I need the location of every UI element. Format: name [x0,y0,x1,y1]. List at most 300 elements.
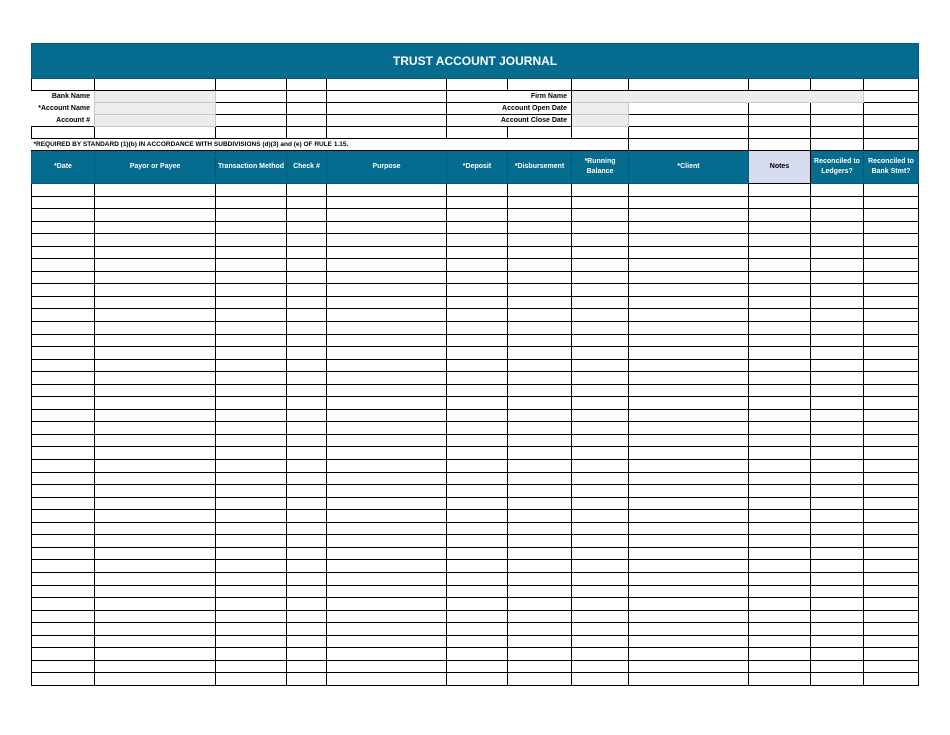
entry-cell[interactable] [811,497,864,510]
entry-cell[interactable] [864,522,919,535]
entry-cell[interactable] [864,547,919,560]
entry-cell[interactable] [287,397,327,410]
entry-cell[interactable] [749,322,811,335]
entry-cell[interactable] [864,334,919,347]
entry-cell[interactable] [95,497,216,510]
entry-cell[interactable] [572,296,629,309]
entry-cell[interactable] [95,221,216,234]
entry-cell[interactable] [811,535,864,548]
entry-cell[interactable] [287,535,327,548]
entry-cell[interactable] [572,372,629,385]
entry-cell[interactable] [447,648,508,661]
entry-cell[interactable] [629,384,749,397]
entry-cell[interactable] [572,447,629,460]
entry-cell[interactable] [749,585,811,598]
entry-cell[interactable] [95,472,216,485]
entry-cell[interactable] [629,409,749,422]
entry-cell[interactable] [749,234,811,247]
entry-cell[interactable] [572,334,629,347]
entry-cell[interactable] [216,472,287,485]
entry-cell[interactable] [811,234,864,247]
entry-cell[interactable] [216,460,287,473]
entry-cell[interactable] [629,522,749,535]
entry-cell[interactable] [629,673,749,686]
entry-cell[interactable] [95,234,216,247]
entry-cell[interactable] [327,497,447,510]
entry-cell[interactable] [447,472,508,485]
entry-cell[interactable] [32,660,95,673]
entry-cell[interactable] [572,384,629,397]
entry-cell[interactable] [749,660,811,673]
entry-cell[interactable] [572,648,629,661]
entry-cell[interactable] [864,598,919,611]
entry-cell[interactable] [216,309,287,322]
entry-cell[interactable] [508,572,572,585]
entry-cell[interactable] [508,560,572,573]
entry-cell[interactable] [287,610,327,623]
entry-cell[interactable] [32,422,95,435]
entry-cell[interactable] [629,422,749,435]
entry-cell[interactable] [216,485,287,498]
entry-cell[interactable] [811,635,864,648]
entry-cell[interactable] [216,221,287,234]
entry-cell[interactable] [811,209,864,222]
entry-cell[interactable] [749,359,811,372]
entry-cell[interactable] [32,535,95,548]
entry-cell[interactable] [287,409,327,422]
entry-cell[interactable] [864,271,919,284]
entry-cell[interactable] [216,196,287,209]
entry-cell[interactable] [32,497,95,510]
entry-cell[interactable] [864,497,919,510]
entry-cell[interactable] [811,221,864,234]
entry-cell[interactable] [572,271,629,284]
entry-cell[interactable] [749,309,811,322]
entry-cell[interactable] [629,460,749,473]
entry-cell[interactable] [572,246,629,259]
entry-cell[interactable] [629,284,749,297]
entry-cell[interactable] [572,635,629,648]
entry-cell[interactable] [216,610,287,623]
entry-cell[interactable] [864,472,919,485]
entry-cell[interactable] [216,184,287,197]
entry-cell[interactable] [32,510,95,523]
entry-cell[interactable] [811,372,864,385]
entry-cell[interactable] [811,384,864,397]
entry-cell[interactable] [749,209,811,222]
entry-cell[interactable] [447,259,508,272]
entry-cell[interactable] [327,648,447,661]
entry-cell[interactable] [508,535,572,548]
entry-cell[interactable] [864,460,919,473]
entry-cell[interactable] [864,184,919,197]
entry-cell[interactable] [327,209,447,222]
entry-cell[interactable] [327,560,447,573]
entry-cell[interactable] [864,234,919,247]
entry-cell[interactable] [629,334,749,347]
entry-cell[interactable] [508,234,572,247]
entry-cell[interactable] [629,635,749,648]
entry-cell[interactable] [811,547,864,560]
entry-cell[interactable] [327,384,447,397]
entry-cell[interactable] [749,598,811,611]
entry-cell[interactable] [287,309,327,322]
entry-cell[interactable] [32,246,95,259]
entry-cell[interactable] [95,623,216,636]
entry-cell[interactable] [327,673,447,686]
entry-cell[interactable] [216,347,287,360]
entry-cell[interactable] [811,447,864,460]
entry-cell[interactable] [629,347,749,360]
entry-cell[interactable] [749,535,811,548]
entry-cell[interactable] [864,660,919,673]
entry-cell[interactable] [749,384,811,397]
entry-cell[interactable] [749,422,811,435]
entry-cell[interactable] [572,472,629,485]
entry-cell[interactable] [287,648,327,661]
entry-cell[interactable] [95,648,216,661]
entry-cell[interactable] [216,585,287,598]
entry-cell[interactable] [864,409,919,422]
entry-cell[interactable] [864,585,919,598]
entry-cell[interactable] [95,585,216,598]
entry-cell[interactable] [327,623,447,636]
entry-cell[interactable] [629,296,749,309]
entry-cell[interactable] [508,384,572,397]
entry-cell[interactable] [629,547,749,560]
entry-cell[interactable] [811,673,864,686]
entry-cell[interactable] [216,572,287,585]
entry-cell[interactable] [95,434,216,447]
entry-cell[interactable] [508,184,572,197]
entry-cell[interactable] [629,246,749,259]
entry-cell[interactable] [572,673,629,686]
entry-cell[interactable] [95,184,216,197]
entry-cell[interactable] [327,472,447,485]
entry-cell[interactable] [811,560,864,573]
entry-cell[interactable] [216,522,287,535]
entry-cell[interactable] [864,560,919,573]
entry-cell[interactable] [572,460,629,473]
entry-cell[interactable] [508,485,572,498]
entry-cell[interactable] [216,547,287,560]
entry-cell[interactable] [447,296,508,309]
entry-cell[interactable] [95,635,216,648]
entry-cell[interactable] [572,347,629,360]
entry-cell[interactable] [572,221,629,234]
entry-cell[interactable] [811,271,864,284]
entry-cell[interactable] [749,296,811,309]
entry-cell[interactable] [749,397,811,410]
entry-cell[interactable] [572,284,629,297]
entry-cell[interactable] [749,547,811,560]
entry-cell[interactable] [95,673,216,686]
entry-cell[interactable] [447,485,508,498]
entry-cell[interactable] [327,246,447,259]
entry-cell[interactable] [811,522,864,535]
entry-cell[interactable] [508,447,572,460]
entry-cell[interactable] [749,259,811,272]
entry-cell[interactable] [32,598,95,611]
entry-cell[interactable] [216,271,287,284]
entry-cell[interactable] [287,660,327,673]
entry-cell[interactable] [32,271,95,284]
entry-cell[interactable] [32,522,95,535]
entry-cell[interactable] [749,271,811,284]
entry-cell[interactable] [287,522,327,535]
entry-cell[interactable] [572,585,629,598]
entry-cell[interactable] [508,472,572,485]
close-date-field[interactable] [572,115,629,127]
entry-cell[interactable] [216,246,287,259]
entry-cell[interactable] [572,309,629,322]
entry-cell[interactable] [572,660,629,673]
entry-cell[interactable] [327,522,447,535]
entry-cell[interactable] [508,547,572,560]
entry-cell[interactable] [508,623,572,636]
entry-cell[interactable] [95,660,216,673]
entry-cell[interactable] [572,434,629,447]
entry-cell[interactable] [327,259,447,272]
entry-cell[interactable] [749,673,811,686]
entry-cell[interactable] [629,322,749,335]
entry-cell[interactable] [811,434,864,447]
entry-cell[interactable] [287,497,327,510]
entry-cell[interactable] [287,334,327,347]
entry-cell[interactable] [508,309,572,322]
entry-cell[interactable] [32,322,95,335]
entry-cell[interactable] [749,497,811,510]
entry-cell[interactable] [572,196,629,209]
entry-cell[interactable] [447,184,508,197]
entry-cell[interactable] [572,522,629,535]
entry-cell[interactable] [327,572,447,585]
entry-cell[interactable] [629,485,749,498]
entry-cell[interactable] [327,447,447,460]
entry-cell[interactable] [287,635,327,648]
entry-cell[interactable] [287,372,327,385]
entry-cell[interactable] [629,359,749,372]
entry-cell[interactable] [95,510,216,523]
entry-cell[interactable] [508,259,572,272]
entry-cell[interactable] [95,347,216,360]
entry-cell[interactable] [749,635,811,648]
entry-cell[interactable] [572,259,629,272]
entry-cell[interactable] [864,221,919,234]
entry-cell[interactable] [447,234,508,247]
entry-cell[interactable] [629,372,749,385]
entry-cell[interactable] [32,384,95,397]
entry-cell[interactable] [447,271,508,284]
entry-cell[interactable] [629,259,749,272]
entry-cell[interactable] [629,221,749,234]
entry-cell[interactable] [95,397,216,410]
entry-cell[interactable] [864,284,919,297]
entry-cell[interactable] [864,309,919,322]
entry-cell[interactable] [287,259,327,272]
entry-cell[interactable] [749,460,811,473]
entry-cell[interactable] [287,221,327,234]
entry-cell[interactable] [95,409,216,422]
entry-cell[interactable] [95,209,216,222]
entry-cell[interactable] [95,422,216,435]
entry-cell[interactable] [811,598,864,611]
entry-cell[interactable] [32,234,95,247]
entry-cell[interactable] [811,397,864,410]
entry-cell[interactable] [32,447,95,460]
entry-cell[interactable] [508,221,572,234]
entry-cell[interactable] [32,585,95,598]
entry-cell[interactable] [95,246,216,259]
entry-cell[interactable] [749,447,811,460]
entry-cell[interactable] [447,359,508,372]
entry-cell[interactable] [287,598,327,611]
entry-cell[interactable] [32,309,95,322]
entry-cell[interactable] [327,221,447,234]
entry-cell[interactable] [864,196,919,209]
entry-cell[interactable] [32,648,95,661]
entry-cell[interactable] [216,623,287,636]
entry-cell[interactable] [216,409,287,422]
entry-cell[interactable] [629,560,749,573]
entry-cell[interactable] [95,196,216,209]
entry-cell[interactable] [811,196,864,209]
entry-cell[interactable] [629,184,749,197]
entry-cell[interactable] [447,522,508,535]
entry-cell[interactable] [864,397,919,410]
entry-cell[interactable] [287,422,327,435]
entry-cell[interactable] [864,510,919,523]
entry-cell[interactable] [749,334,811,347]
entry-cell[interactable] [629,572,749,585]
entry-cell[interactable] [629,234,749,247]
entry-cell[interactable] [95,560,216,573]
entry-cell[interactable] [32,460,95,473]
entry-cell[interactable] [508,510,572,523]
entry-cell[interactable] [864,246,919,259]
entry-cell[interactable] [32,472,95,485]
entry-cell[interactable] [447,535,508,548]
entry-cell[interactable] [287,296,327,309]
entry-cell[interactable] [864,296,919,309]
entry-cell[interactable] [327,372,447,385]
entry-cell[interactable] [508,397,572,410]
entry-cell[interactable] [749,485,811,498]
entry-cell[interactable] [508,422,572,435]
entry-cell[interactable] [749,284,811,297]
entry-cell[interactable] [572,209,629,222]
entry-cell[interactable] [811,347,864,360]
entry-cell[interactable] [95,522,216,535]
firm-name-field[interactable] [572,91,864,103]
entry-cell[interactable] [327,610,447,623]
entry-cell[interactable] [447,384,508,397]
entry-cell[interactable] [811,610,864,623]
entry-cell[interactable] [508,296,572,309]
entry-cell[interactable] [864,485,919,498]
entry-cell[interactable] [864,535,919,548]
entry-cell[interactable] [95,271,216,284]
entry-cell[interactable] [447,635,508,648]
entry-cell[interactable] [864,372,919,385]
entry-cell[interactable] [864,610,919,623]
entry-cell[interactable] [572,572,629,585]
account-name-field[interactable] [95,103,216,115]
entry-cell[interactable] [327,460,447,473]
entry-cell[interactable] [749,472,811,485]
entry-cell[interactable] [287,384,327,397]
entry-cell[interactable] [327,434,447,447]
entry-cell[interactable] [95,322,216,335]
entry-cell[interactable] [864,322,919,335]
entry-cell[interactable] [95,535,216,548]
entry-cell[interactable] [508,209,572,222]
entry-cell[interactable] [32,284,95,297]
entry-cell[interactable] [749,522,811,535]
entry-cell[interactable] [216,510,287,523]
open-date-field[interactable] [572,103,629,115]
entry-cell[interactable] [572,598,629,611]
entry-cell[interactable] [864,422,919,435]
entry-cell[interactable] [32,221,95,234]
entry-cell[interactable] [629,598,749,611]
entry-cell[interactable] [447,284,508,297]
entry-cell[interactable] [216,673,287,686]
entry-cell[interactable] [864,359,919,372]
entry-cell[interactable] [629,510,749,523]
entry-cell[interactable] [508,522,572,535]
entry-cell[interactable] [287,209,327,222]
entry-cell[interactable] [327,296,447,309]
entry-cell[interactable] [32,397,95,410]
entry-cell[interactable] [811,284,864,297]
entry-cell[interactable] [572,510,629,523]
entry-cell[interactable] [629,497,749,510]
entry-cell[interactable] [508,359,572,372]
entry-cell[interactable] [508,372,572,385]
entry-cell[interactable] [629,209,749,222]
entry-cell[interactable] [216,384,287,397]
entry-cell[interactable] [216,284,287,297]
entry-cell[interactable] [749,184,811,197]
entry-cell[interactable] [287,184,327,197]
entry-cell[interactable] [811,510,864,523]
entry-cell[interactable] [447,510,508,523]
entry-cell[interactable] [287,585,327,598]
entry-cell[interactable] [32,409,95,422]
entry-cell[interactable] [811,485,864,498]
entry-cell[interactable] [32,296,95,309]
entry-cell[interactable] [447,460,508,473]
entry-cell[interactable] [508,673,572,686]
entry-cell[interactable] [447,434,508,447]
entry-cell[interactable] [629,623,749,636]
entry-cell[interactable] [811,322,864,335]
entry-cell[interactable] [447,334,508,347]
entry-cell[interactable] [447,209,508,222]
entry-cell[interactable] [629,472,749,485]
entry-cell[interactable] [572,322,629,335]
entry-cell[interactable] [327,347,447,360]
entry-cell[interactable] [216,334,287,347]
entry-cell[interactable] [287,547,327,560]
entry-cell[interactable] [95,447,216,460]
entry-cell[interactable] [216,259,287,272]
entry-cell[interactable] [327,322,447,335]
entry-cell[interactable] [572,422,629,435]
entry-cell[interactable] [811,472,864,485]
entry-cell[interactable] [216,497,287,510]
